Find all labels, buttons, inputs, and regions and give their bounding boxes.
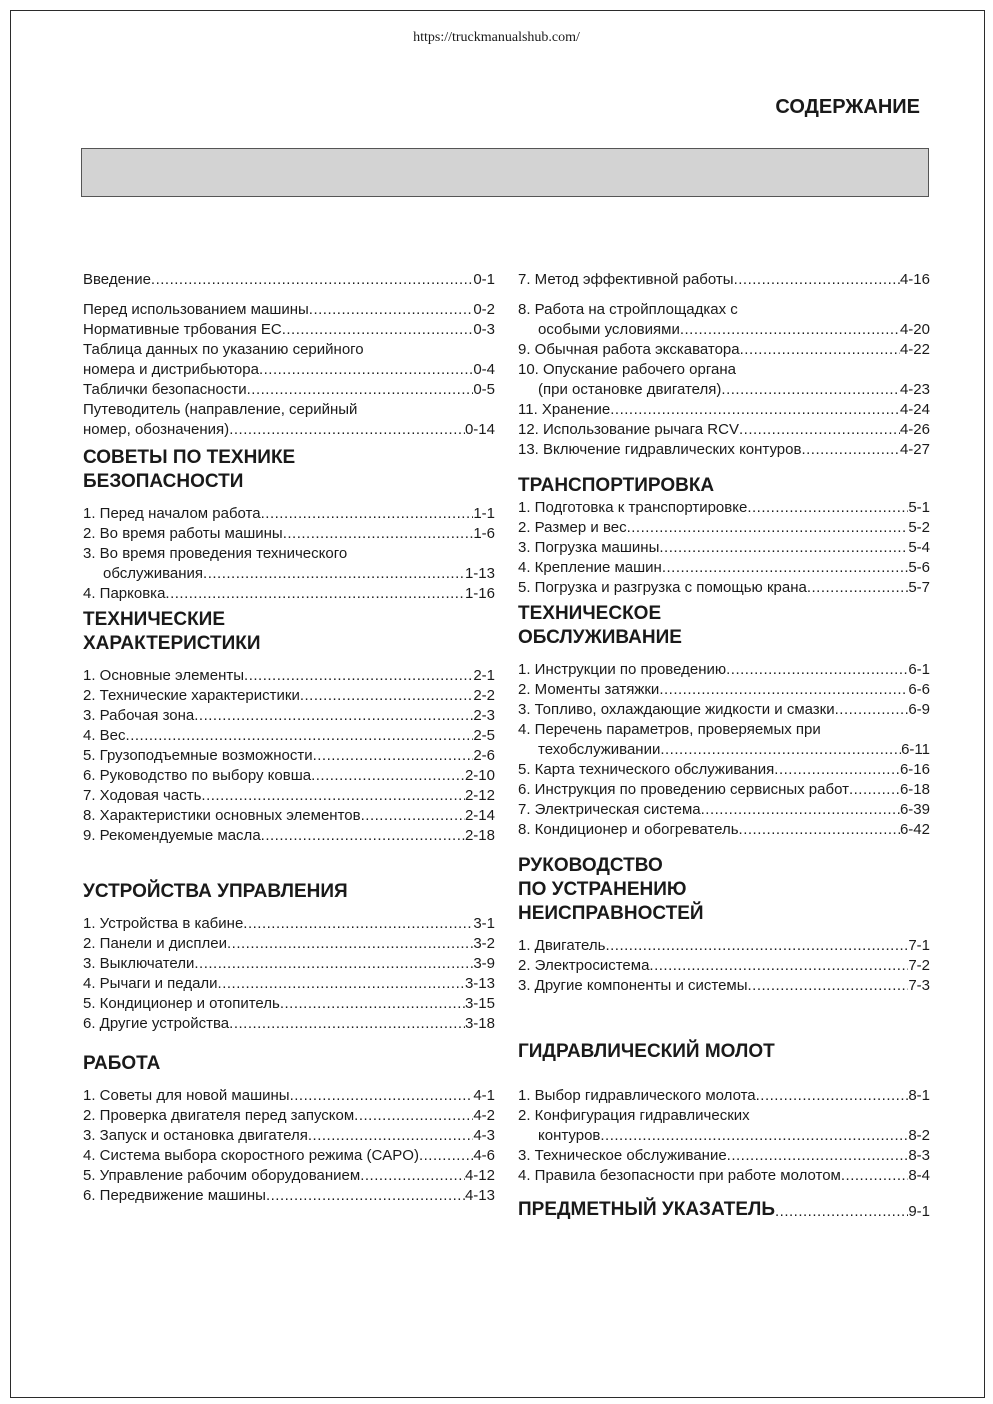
- toc-entry[interactable]: [83, 746, 495, 766]
- toc-entry-title: 1. Инструкции по проведению: [518, 661, 727, 678]
- toc-dot-leader: [659, 538, 908, 558]
- toc-entry[interactable]: [83, 994, 495, 1014]
- toc-entry[interactable]: [83, 686, 495, 706]
- toc-entry[interactable]: [83, 420, 495, 440]
- section-heading: РАБОТА: [83, 1053, 161, 1074]
- toc-entry-title: 6. Передвижение машины: [83, 1187, 266, 1204]
- toc-dot-leader: [775, 1202, 908, 1222]
- toc-entry-page: 3-9: [473, 955, 495, 972]
- toc-dot-leader: [194, 706, 473, 726]
- toc-dot-leader: [659, 680, 908, 700]
- toc-entry[interactable]: [518, 1146, 930, 1166]
- toc-dot-leader: [739, 820, 900, 840]
- toc-entry-title: 2. Во время работы машины: [83, 525, 283, 542]
- toc-dot-leader: [807, 578, 908, 598]
- toc-entry-page: 2-14: [464, 807, 495, 824]
- toc-dot-leader: [841, 1166, 908, 1186]
- toc-dot-leader: [721, 380, 900, 400]
- toc-entry-line: 3. Во время проведения технического: [83, 545, 348, 562]
- toc-dot-leader: [748, 976, 909, 996]
- toc-entry[interactable]: [518, 820, 930, 840]
- toc-dot-leader: [727, 1146, 909, 1166]
- section-heading: НЕИСПРАВНОСТЕЙ: [518, 903, 704, 924]
- toc-entry-title: 3. Рабочая зона: [83, 707, 195, 724]
- section-heading: ГИДРАВЛИЧЕСКИЙ МОЛОТ: [518, 1041, 775, 1062]
- toc-entry[interactable]: [83, 1126, 495, 1146]
- section-heading: УСТРОЙСТВА УПРАВЛЕНИЯ: [83, 881, 348, 902]
- toc-entry-line: 8. Работа на стройплощадках с: [518, 301, 738, 318]
- toc-entry[interactable]: [83, 1106, 495, 1126]
- toc-entry[interactable]: [83, 826, 495, 846]
- section-heading: РУКОВОДСТВО: [518, 855, 663, 876]
- toc-dot-leader: [290, 1086, 474, 1106]
- toc-entry-title: 4. Правила безопасности при работе молотом: [518, 1167, 841, 1184]
- toc-dot-leader: [165, 584, 465, 604]
- toc-entry-title: 4. Парковка: [83, 585, 166, 602]
- toc-entry-title: Перед использованием машины: [83, 301, 309, 318]
- toc-entry-page: 2-12: [464, 787, 495, 804]
- toc-entry[interactable]: [83, 786, 495, 806]
- section-heading: ОБСЛУЖИВАНИЕ: [518, 627, 682, 648]
- toc-dot-leader: [361, 806, 465, 826]
- toc-entry[interactable]: [518, 680, 930, 700]
- toc-entry[interactable]: [83, 1166, 495, 1186]
- toc-entry-title: 4. Система выбора скоростного режима (CAPO): [83, 1147, 419, 1164]
- toc-entry-title: 7. Электрическая система: [518, 801, 701, 818]
- toc-entry-title: 2. Проверка двигателя перед запуском: [83, 1107, 355, 1124]
- toc-dot-leader: [740, 340, 900, 360]
- toc-entry-page: 4-6: [473, 1147, 495, 1164]
- toc-entry-title: 4. Крепление машин: [518, 559, 662, 576]
- toc-entry-line: 4. Перечень параметров, проверяемых при: [518, 721, 821, 738]
- toc-entry-title: 1. Основные элементы: [83, 667, 245, 684]
- toc-entry-title: 2. Панели и дисплеи: [83, 935, 228, 952]
- toc-entry-title: (при остановке двигателя): [538, 381, 722, 398]
- toc-entry-title: особыми условиями: [538, 321, 680, 338]
- toc-entry-line: Путеводитель (направление, серийный: [83, 401, 358, 418]
- toc-entry-title: 8. Кондиционер и обогреватель: [518, 821, 739, 838]
- toc-dot-leader: [309, 300, 474, 320]
- toc-entry-title: 5. Грузоподъемные возможности: [83, 747, 313, 764]
- toc-entry[interactable]: [83, 270, 495, 290]
- toc-entry-title: 5. Управление рабочим оборудованием: [83, 1167, 361, 1184]
- toc-entry-page: 5-4: [908, 539, 930, 556]
- toc-dot-leader: [605, 936, 908, 956]
- toc-dot-leader: [229, 420, 465, 440]
- toc-entry-page: 6-18: [899, 781, 930, 798]
- toc-entry-page: 8-3: [908, 1147, 930, 1164]
- toc-entry-page: 8-2: [908, 1127, 930, 1144]
- header-banner: [81, 148, 929, 197]
- toc-dot-leader: [261, 826, 465, 846]
- toc-entry[interactable]: [518, 660, 930, 680]
- toc-entry-page: 1-13: [464, 565, 495, 582]
- toc-dot-leader: [360, 1166, 465, 1186]
- toc-entry-title: 9. Обычная работа экскаватора: [518, 341, 740, 358]
- toc-entry-title: 3. Запуск и остановка двигателя: [83, 1127, 308, 1144]
- toc-entry-page: 6-9: [908, 701, 930, 718]
- toc-entry[interactable]: [518, 400, 930, 420]
- toc-entry-title: 13. Включение гидравлических контуров: [518, 441, 802, 458]
- toc-entry-page: 6-11: [901, 741, 930, 758]
- toc-entry[interactable]: [83, 524, 495, 544]
- toc-entry-page: 4-13: [464, 1187, 495, 1204]
- toc-entry-page: 6-1: [908, 661, 930, 678]
- toc-dot-leader: [726, 660, 908, 680]
- toc-entry-page: 7-1: [908, 937, 930, 954]
- toc-entry-title: 1. Подготовка к транспортировке: [518, 499, 748, 516]
- section-heading: ХАРАКТЕРИСТИКИ: [83, 633, 261, 654]
- toc-entry-page: 1-16: [464, 585, 495, 602]
- toc-dot-leader: [734, 270, 900, 290]
- toc-entry-title: номера и дистрибьютора: [83, 361, 259, 378]
- toc-entry-title: 3. Топливо, охлаждающие жидкости и смазки: [518, 701, 835, 718]
- toc-entry-page: 5-7: [908, 579, 930, 596]
- toc-entry[interactable]: [518, 538, 930, 558]
- toc-entry-page: 2-18: [464, 827, 495, 844]
- toc-entry[interactable]: [83, 806, 495, 826]
- toc-entry-page: 0-14: [464, 421, 495, 438]
- toc-entry-page: 0-4: [473, 361, 495, 378]
- toc-entry[interactable]: [518, 420, 930, 440]
- toc-entry-page: 3-2: [473, 935, 495, 952]
- toc-entry-page: 3-13: [464, 975, 495, 992]
- section-heading: ТРАНСПОРТИРОВКА: [518, 475, 715, 496]
- toc-entry-index[interactable]: [518, 1198, 930, 1222]
- toc-entry-title: 3. Другие компоненты и системы: [518, 977, 748, 994]
- toc-entry-page: 2-10: [464, 767, 495, 784]
- toc-dot-leader: [300, 686, 473, 706]
- toc-entry[interactable]: [518, 578, 930, 598]
- toc-entry-page: 4-24: [899, 401, 930, 418]
- section-heading: БЕЗОПАСНОСТИ: [83, 471, 244, 492]
- toc-entry[interactable]: [518, 320, 930, 340]
- toc-entry-page: 6-42: [899, 821, 930, 838]
- toc-entry-page: 5-1: [908, 499, 930, 516]
- toc-entry-title: 2. Электросистема: [518, 957, 650, 974]
- toc-entry[interactable]: [518, 936, 930, 956]
- toc-entry-page: 3-18: [464, 1015, 495, 1032]
- toc-entry-page: 1-1: [473, 505, 495, 522]
- toc-entry-page: 4-3: [473, 1127, 495, 1144]
- toc-entry[interactable]: [518, 1086, 930, 1106]
- toc-entry[interactable]: [83, 934, 495, 954]
- toc-entry-title: 9. Рекомендуемые масла: [83, 827, 261, 844]
- toc-dot-leader: [280, 994, 465, 1014]
- toc-dot-leader: [662, 558, 908, 578]
- toc-entry-title: обслуживания: [103, 565, 204, 582]
- toc-dot-leader: [266, 1186, 465, 1206]
- toc-entry-title: 2. Технические характеристики: [83, 687, 300, 704]
- toc-dot-leader: [227, 934, 473, 954]
- toc-dot-leader: [680, 320, 900, 340]
- toc-entry-page: 4-12: [464, 1167, 495, 1184]
- section-heading: ПО УСТРАНЕНИЮ: [518, 879, 687, 900]
- toc-entry-page: 4-20: [899, 321, 930, 338]
- toc-entry-title: 1. Устройства в кабине: [83, 915, 244, 932]
- toc-entry[interactable]: [83, 564, 495, 584]
- toc-entry-title: 4. Рычаги и педали: [83, 975, 218, 992]
- source-url[interactable]: https://truckmanualshub.com/: [413, 30, 580, 45]
- toc-dot-leader: [627, 518, 909, 538]
- toc-entry-title: 1. Выбор гидравлического молота: [518, 1087, 756, 1104]
- toc-dot-leader: [243, 914, 473, 934]
- toc-entry-page: 7-2: [908, 957, 930, 974]
- toc-entry[interactable]: [518, 380, 930, 400]
- toc-entry[interactable]: [518, 740, 930, 760]
- toc-dot-leader: [660, 740, 901, 760]
- toc-entry[interactable]: [83, 954, 495, 974]
- toc-dot-leader: [126, 726, 474, 746]
- toc-entry[interactable]: [518, 956, 930, 976]
- toc-dot-leader: [747, 498, 908, 518]
- toc-dot-leader: [201, 786, 465, 806]
- toc-entry-title: Таблички безопасности: [83, 381, 247, 398]
- toc-entry[interactable]: [518, 518, 930, 538]
- toc-entry[interactable]: [518, 800, 930, 820]
- toc-entry-page: 0-1: [473, 271, 495, 288]
- toc-dot-leader: [801, 440, 900, 460]
- toc-entry-page: 4-27: [899, 441, 930, 458]
- toc-entry-title: 7. Метод эффективной работы: [518, 271, 734, 288]
- toc-entry-title: 1. Двигатель: [518, 937, 606, 954]
- toc-entry-page: 6-16: [899, 761, 930, 778]
- toc-dot-leader: [203, 564, 465, 584]
- toc-entry[interactable]: [83, 726, 495, 746]
- toc-dot-leader: [261, 504, 474, 524]
- toc-entry[interactable]: [83, 1014, 495, 1034]
- section-heading: ТЕХНИЧЕСКИЕ: [83, 609, 225, 630]
- toc-entry[interactable]: [83, 504, 495, 524]
- toc-entry[interactable]: [83, 300, 495, 320]
- toc-entry-title: 6. Другие устройства: [83, 1015, 230, 1032]
- toc-entry-page: 4-23: [899, 381, 930, 398]
- toc-entry[interactable]: [83, 1146, 495, 1166]
- toc-entry-page: 6-6: [908, 681, 930, 698]
- toc-entry[interactable]: [518, 340, 930, 360]
- toc-entry[interactable]: [518, 1126, 930, 1146]
- toc-entry[interactable]: [83, 766, 495, 786]
- toc-dot-leader: [313, 746, 474, 766]
- toc-entry-page: 4-1: [473, 1087, 495, 1104]
- toc-entry-line: Таблица данных по указанию серийного: [83, 341, 364, 358]
- toc-entry-title: 2. Моменты затяжки: [518, 681, 660, 698]
- toc-entry-page: 4-26: [899, 421, 930, 438]
- toc-entry-title: контуров: [538, 1127, 601, 1144]
- toc-right-column: [518, 270, 930, 1222]
- toc-dot-leader: [610, 400, 900, 420]
- toc-entry-page: 3-1: [473, 915, 495, 932]
- toc-dot-leader: [229, 1014, 465, 1034]
- toc-entry-title: 5. Карта технического обслуживания: [518, 761, 775, 778]
- toc-entry-page: 4-16: [899, 271, 930, 288]
- toc-entry-page: 9-1: [908, 1203, 930, 1220]
- toc-entry-page: 3-15: [464, 995, 495, 1012]
- toc-entry-title: 3. Техническое обслуживание: [518, 1147, 727, 1164]
- toc-entry-page: 4-22: [899, 341, 930, 358]
- toc-dot-leader: [701, 800, 900, 820]
- section-heading: СОВЕТЫ ПО ТЕХНИКЕ: [83, 447, 296, 468]
- toc-dot-leader: [756, 1086, 909, 1106]
- toc-entry-page: 2-2: [473, 687, 495, 704]
- toc-entry-page: 2-5: [473, 727, 495, 744]
- toc-left-column: [83, 270, 495, 1206]
- toc-entry[interactable]: [518, 440, 930, 460]
- toc-entry[interactable]: [518, 976, 930, 996]
- toc-entry[interactable]: [518, 780, 930, 800]
- toc-entry[interactable]: [83, 974, 495, 994]
- toc-dot-leader: [311, 766, 465, 786]
- toc-entry-page: 5-2: [908, 519, 930, 536]
- toc-dot-leader: [151, 270, 473, 290]
- toc-entry-title: Введение: [83, 271, 151, 288]
- toc-entry[interactable]: [518, 558, 930, 578]
- toc-dot-leader: [600, 1126, 908, 1146]
- toc-entry[interactable]: [83, 584, 495, 604]
- toc-entry[interactable]: [83, 914, 495, 934]
- toc-dot-leader: [835, 700, 909, 720]
- toc-entry-title: Нормативные трбования ЕС: [83, 321, 282, 338]
- toc-dot-leader: [244, 666, 473, 686]
- toc-entry-page: 2-1: [473, 667, 495, 684]
- toc-entry-title: 6. Руководство по выбору ковша: [83, 767, 312, 784]
- toc-entry-title: ПРЕДМЕТНЫЙ УКАЗАТЕЛЬ: [518, 1199, 775, 1220]
- toc-entry-title: 12. Использование рычага RCV: [518, 421, 739, 438]
- toc-entry-page: 0-2: [473, 301, 495, 318]
- toc-entry[interactable]: [83, 1186, 495, 1206]
- toc-entry-title: 5. Кондиционер и отопитель: [83, 995, 280, 1012]
- toc-dot-leader: [354, 1106, 473, 1126]
- toc-dot-leader: [282, 320, 474, 340]
- toc-dot-leader: [194, 954, 473, 974]
- toc-entry-title: номер, обозначения): [83, 421, 230, 438]
- toc-entry-title: 3. Выключатели: [83, 955, 195, 972]
- toc-entry-page: 7-3: [908, 977, 930, 994]
- toc-entry-page: 2-6: [473, 747, 495, 764]
- toc-entry-title: 3. Погрузка машины: [518, 539, 660, 556]
- toc-dot-leader: [308, 1126, 473, 1146]
- toc-entry[interactable]: [518, 498, 930, 518]
- toc-entry-page: 5-6: [908, 559, 930, 576]
- toc-dot-leader: [739, 420, 900, 440]
- toc-entry[interactable]: [83, 666, 495, 686]
- toc-entry-title: 5. Погрузка и разгрузка с помощью крана: [518, 579, 807, 596]
- toc-dot-leader: [649, 956, 908, 976]
- toc-dot-leader: [849, 780, 900, 800]
- toc-dot-leader: [774, 760, 900, 780]
- toc-entry[interactable]: [83, 320, 495, 340]
- toc-entry-line: 10. Опускание рабочего органа: [518, 361, 736, 378]
- toc-entry[interactable]: [83, 380, 495, 400]
- toc-entry-title: 6. Инструкция по проведению сервисных работ: [518, 781, 849, 798]
- toc-dot-leader: [247, 380, 474, 400]
- toc-entry-title: 7. Ходовая часть: [83, 787, 202, 804]
- toc-dot-leader: [259, 360, 473, 380]
- page-title: СОДЕРЖАНИЕ: [775, 96, 920, 118]
- toc-entry-page: 0-3: [473, 321, 495, 338]
- toc-entry-title: 11. Хранение: [518, 401, 611, 418]
- toc-entry-page: 8-1: [908, 1087, 930, 1104]
- toc-entry-title: техобслуживании: [538, 741, 661, 758]
- toc-entry-page: 6-39: [899, 801, 930, 818]
- toc-entry-title: 4. Вес: [83, 727, 126, 744]
- toc-entry[interactable]: [518, 1166, 930, 1186]
- toc-entry[interactable]: [518, 270, 930, 290]
- toc-entry[interactable]: [83, 706, 495, 726]
- toc-entry-title: 8. Характеристики основных элементов: [83, 807, 361, 824]
- toc-entry[interactable]: [518, 700, 930, 720]
- toc-entry[interactable]: [83, 1086, 495, 1106]
- toc-entry-page: 1-6: [473, 525, 495, 542]
- toc-entry-title: 1. Перед началом работа: [83, 505, 261, 522]
- toc-entry-line: 2. Конфигурация гидравлических: [518, 1107, 750, 1124]
- toc-entry-title: 2. Размер и вес: [518, 519, 627, 536]
- toc-dot-leader: [419, 1146, 473, 1166]
- toc-entry-page: 8-4: [908, 1167, 930, 1184]
- toc-entry[interactable]: [83, 360, 495, 380]
- toc-entry-page: 2-3: [473, 707, 495, 724]
- toc-entry[interactable]: [518, 760, 930, 780]
- toc-entry-title: 1. Советы для новой машины: [83, 1087, 290, 1104]
- toc-dot-leader: [283, 524, 474, 544]
- toc-dot-leader: [218, 974, 465, 994]
- section-heading: ТЕХНИЧЕСКОЕ: [518, 603, 662, 624]
- toc-entry-page: 0-5: [473, 381, 495, 398]
- toc-entry-page: 4-2: [473, 1107, 495, 1124]
